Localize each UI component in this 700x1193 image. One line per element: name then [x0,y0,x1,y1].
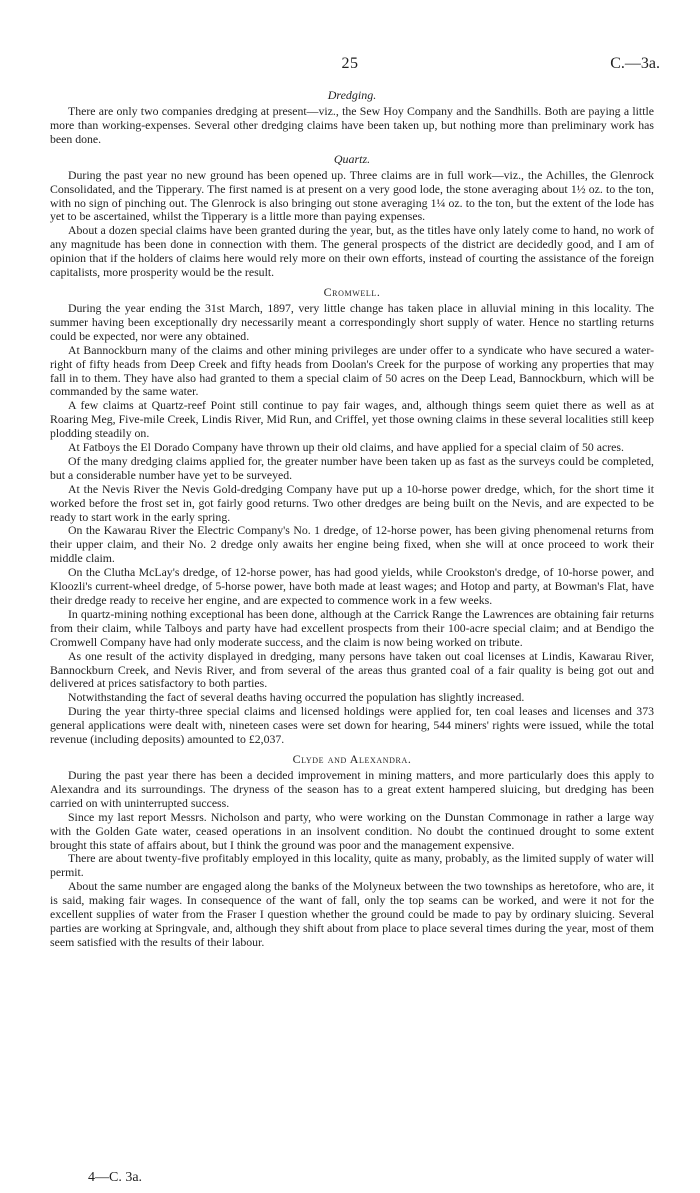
section-heading-clyde-alexandra: Clyde and Alexandra. [292,751,412,766]
paragraph: On the Clutha McLay's dredge, of 12-horse power, has had good yields, while Crookston's dredge, of 10-horse power, and Kloozli's current-wheel dredge, of 5-horse power, have both made at least wages; and Hotop and party, at Bowman's Flat, have their dredge ready to receive her engine, and are expected to commence work in a few weeks. [50,565,654,607]
paragraph: About a dozen special claims have been granted during the year, but, as the titles have only lately come to hand, no work of any magnitude has been done in connection with them. The general prospects of the district are decidedly good, and I am of opinion that if the holders of claims here would rely more on their own efforts, instead of courting the assistance of the foreign capitalists, more prosperity would be the result. [50,223,654,280]
paragraph: At Fatboys the El Dorado Company have thrown up their old claims, and have applied for a special claim of 50 acres. [68,440,624,455]
paragraph: During the year thirty-three special claims and licensed holdings were applied for, ten coal leases and licenses and 373 general applications were dealt with, nineteen cases were set down for hearing, 544 miners' rights were issued, while the total revenue (including deposits) amounted to £2,037. [50,704,654,747]
paragraph: There are about twenty-five profitably employed in this locality, quite as many, probably, as the limited supply of water will permit. [50,851,654,880]
paragraph: Notwithstanding the fact of several deaths having occurred the population has slightly increased. [68,690,525,705]
document-reference: C.—3a. [610,55,660,72]
paragraph: During the past year no new ground has been opened up. Three claims are in full work—viz., the Achilles, the Glenrock Consolidated, and the Tipperary. The first named is at present on a very good lode, the stone averaging about 1½ oz. to the ton, with no sign of pinching out. The Glenrock is also bringing out stone averaging 1¼ oz. to the ton, but the extent of the lode has yet to be ascertained, whilst the Tipperary is a little more than paying expenses. [50,167,654,224]
report-body [50,88,654,950]
paragraph: Of the many dredging claims applied for, the greater number have been taken up as fast as the surveys could be completed, but a considerable number have yet to be surveyed. [50,453,654,482]
paragraph: On the Kawarau River the Electric Company's No. 1 dredge, of 12-horse power, has been giving phenomenal returns from their upper claim, and their No. 2 dredge only awaits her engine being fixed, when she will at once proceed to work their middle claim. [50,523,654,566]
paragraph: During the year ending the 31st March, 1897, very little change has taken place in alluvial mining in this locality. The summer having been exceptionally dry necessarily meant a correspondingly short supply of water. Hence no startling returns could be expected, nor were any obtained. [50,300,654,343]
signature-mark: 4—C. 3a. [88,1170,143,1185]
section-heading-quartz: Quartz. [333,151,371,166]
paragraph: A few claims at Quartz-reef Point still continue to pay fair wages, and, although things seem quiet there as well as at Roaring Meg, Five-mile Creek, Lindis River, Mid Run, and Criffel, yet those owning claims in these several localities still keep plodding steadily on. [50,398,654,441]
paragraph: About the same number are engaged along the banks of the Molyneux between the two townships as heretofore, who are, it is said, making fair wages. In consequence of the want of fall, only the top seams can be worked, and were it not for the excellent supplies of water from the Fraser I question whether the ground could be made to pay by ordinary sluicing. Several parties are working at Springvale, and, although they shift about from place to place several times during the year, most of them seem satisfied with the results of their labour. [50,879,654,949]
paragraph: At Bannockburn many of the claims and other mining privileges are under offer to a syndicate who have secured a water-right of fifty heads from Deep Creek and fifty heads from Doolan's Creek for the purpose of working any properties that may fall in to them. They have also had granted to them a special claim of 50 acres on the Deep Lead, Bannockburn, which will be commanded by the same water. [50,342,654,399]
paragraph: There are only two companies dredging at present—viz., the Sew Hoy Company and the Sandhills. Both are paying a little more than working-expenses. Several other dredging claims have been taken up, but nothing more than preliminary work has been done. [50,104,654,146]
page-number: 25 [341,55,359,72]
section-heading-dredging: Dredging. [327,88,377,102]
paragraph: At the Nevis River the Nevis Gold-dredging Company have put up a 10-horse power dredge, which, for the short time it worked before the frost set in, got fairly good returns. Two other dredges are being built on the Nevis, and are expected to be ready to start work in the early spring. [50,481,654,524]
paragraph: As one result of the activity displayed in dredging, many persons have taken out coal licenses at Lindis, Kawarau River, Bannockburn Creek, and Nevis River, and from several of the areas thus granted coal of a fair quality is being got out and delivered at prices satisfactory to both parties. [50,648,654,691]
paragraph: In quartz-mining nothing exceptional has been done, although at the Carrick Range the Lawrences are obtaining fair returns from their claim, while Talboys and party have had excellent prospects from their 100-acre special claim; and at Bendigo the Cromwell Company have had only moderate success, and the claim is now being worked on tribute. [50,606,654,649]
paragraph: During the past year there has been a decided improvement in mining matters, and more particularly does this apply to Alexandra and its surroundings. The dryness of the season has to a great extent hampered sluicing, but dredging has been carried on with uninterrupted success. [50,767,654,810]
paragraph: Since my last report Messrs. Nicholson and party, who were working on the Dunstan Commonage in rather a large way with the Golden Gate water, ceased operations in an insolvent condition. No doubt the continued drought to some extent brought this state of affairs about, but I think the ground was poor and the management expensive. [50,809,654,852]
section-heading-cromwell: Cromwell. [323,284,381,299]
